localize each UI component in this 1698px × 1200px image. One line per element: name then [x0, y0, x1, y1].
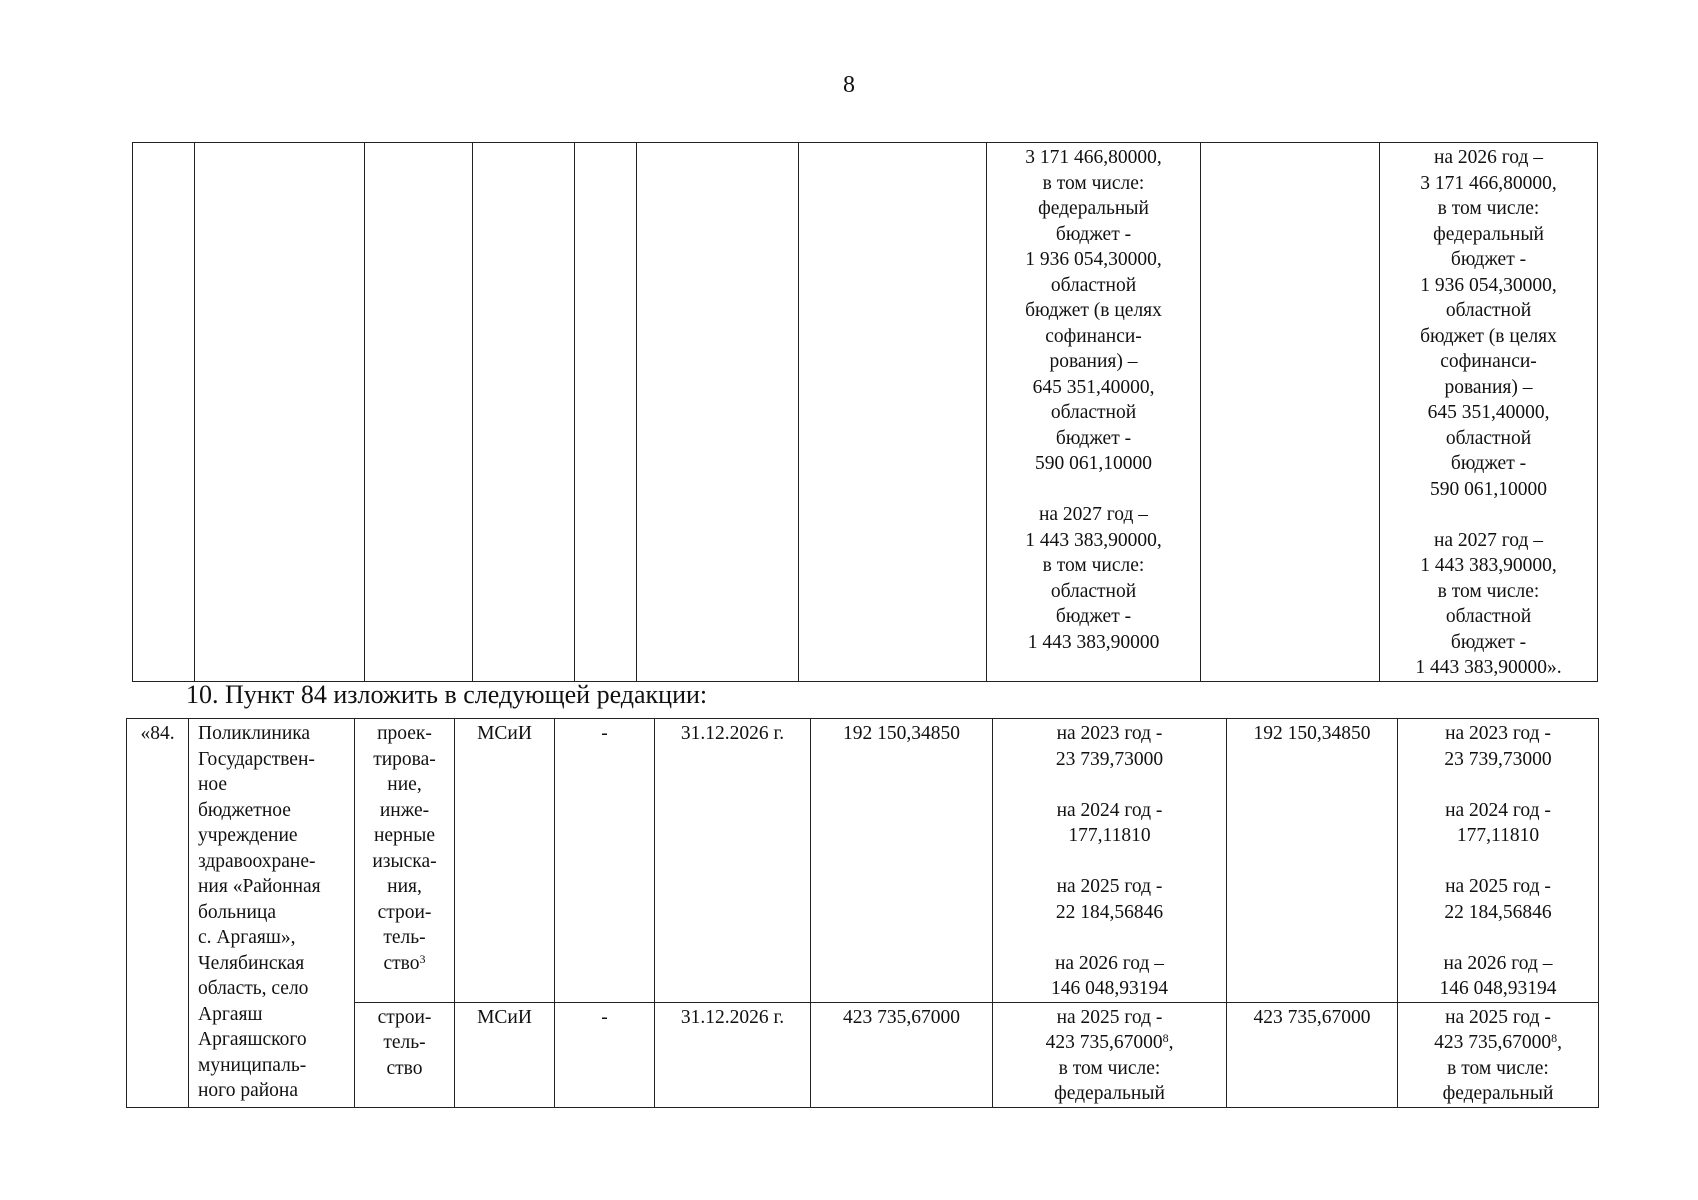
- client: МСиИ: [455, 719, 555, 1003]
- instruction-text: 10. Пункт 84 изложить в следующей редакции:: [186, 680, 708, 709]
- work-type: проек- тирова- ние, инже- нерные изыска- ния, строи- тель- ство$^3$: [355, 719, 455, 1003]
- funding-cell: 3 171 466,80000, в том числе: федеральный бюджет - 1 936 054,30000, областной бюджет (в целях софинанси- рования) – 645 351,40000, областной бюджет - 590 061,10000 на 2027 год – 1 443 383,90000, в том числе: областной бюджет - 1 443 383,90000: [987, 143, 1201, 682]
- table-cell: [575, 143, 637, 682]
- cost: 423 735,67000: [811, 1002, 993, 1107]
- funding-by-year: на 2025 год - 423 735,67000$^8$, в том числе: федеральный: [993, 1002, 1227, 1107]
- funding-by-year: на 2023 год - 23 739,73000 на 2024 год - 177,11810 на 2025 год - 22 184,56846 на 2026 год – 146 048,93194: [993, 719, 1227, 1003]
- work-type: строи- тель- ство: [355, 1002, 455, 1107]
- object-name: Поликлиника Государствен- ное бюджетное учреждение здравоохране- ния «Районная больница с. Аргаяш», Челябинская область, село Аргаяш Аргаяшского муниципаль- ного района: [189, 719, 355, 1108]
- table-cell: [799, 143, 987, 682]
- table-bottom: [126, 718, 1599, 1108]
- cost-2: 423 735,67000: [1227, 1002, 1398, 1107]
- table-cell: [195, 143, 365, 682]
- deadline: 31.12.2026 г.: [655, 1002, 811, 1107]
- table-cell: [1201, 143, 1380, 682]
- page-number: 8: [843, 72, 855, 98]
- footnote-marker: 3: [419, 951, 426, 966]
- cost-2: 192 150,34850: [1227, 719, 1398, 1003]
- table-row: [127, 719, 1599, 1003]
- table-cell: [133, 143, 195, 682]
- funding-cell: на 2026 год – 3 171 466,80000, в том числе: федеральный бюджет - 1 936 054,30000, областной бюджет (в целях софинанси- рования) – 645 351,40000, областной бюджет - 590 061,10000 на 2027 год – 1 443 383,90000, в том числе: областной бюджет - 1 443 383,90000».: [1380, 143, 1598, 682]
- dash-cell: -: [555, 1002, 655, 1107]
- item-number: «84.: [127, 719, 189, 1108]
- deadline: 31.12.2026 г.: [655, 719, 811, 1003]
- footnote-marker: 8: [1551, 1031, 1558, 1045]
- cost: 192 150,34850: [811, 719, 993, 1003]
- dash-cell: -: [555, 719, 655, 1003]
- footnote-marker: 8: [1162, 1031, 1169, 1045]
- funding-by-year-2: на 2025 год - 423 735,67000$^8$, в том числе: федеральный: [1398, 1002, 1599, 1107]
- table-cell: [637, 143, 799, 682]
- table-top: [132, 142, 1598, 682]
- funding-by-year-2: на 2023 год - 23 739,73000 на 2024 год - 177,11810 на 2025 год - 22 184,56846 на 2026 год – 146 048,93194: [1398, 719, 1599, 1003]
- table-cell: [473, 143, 575, 682]
- table-cell: [365, 143, 473, 682]
- client: МСиИ: [455, 1002, 555, 1107]
- table-row: [133, 143, 1598, 682]
